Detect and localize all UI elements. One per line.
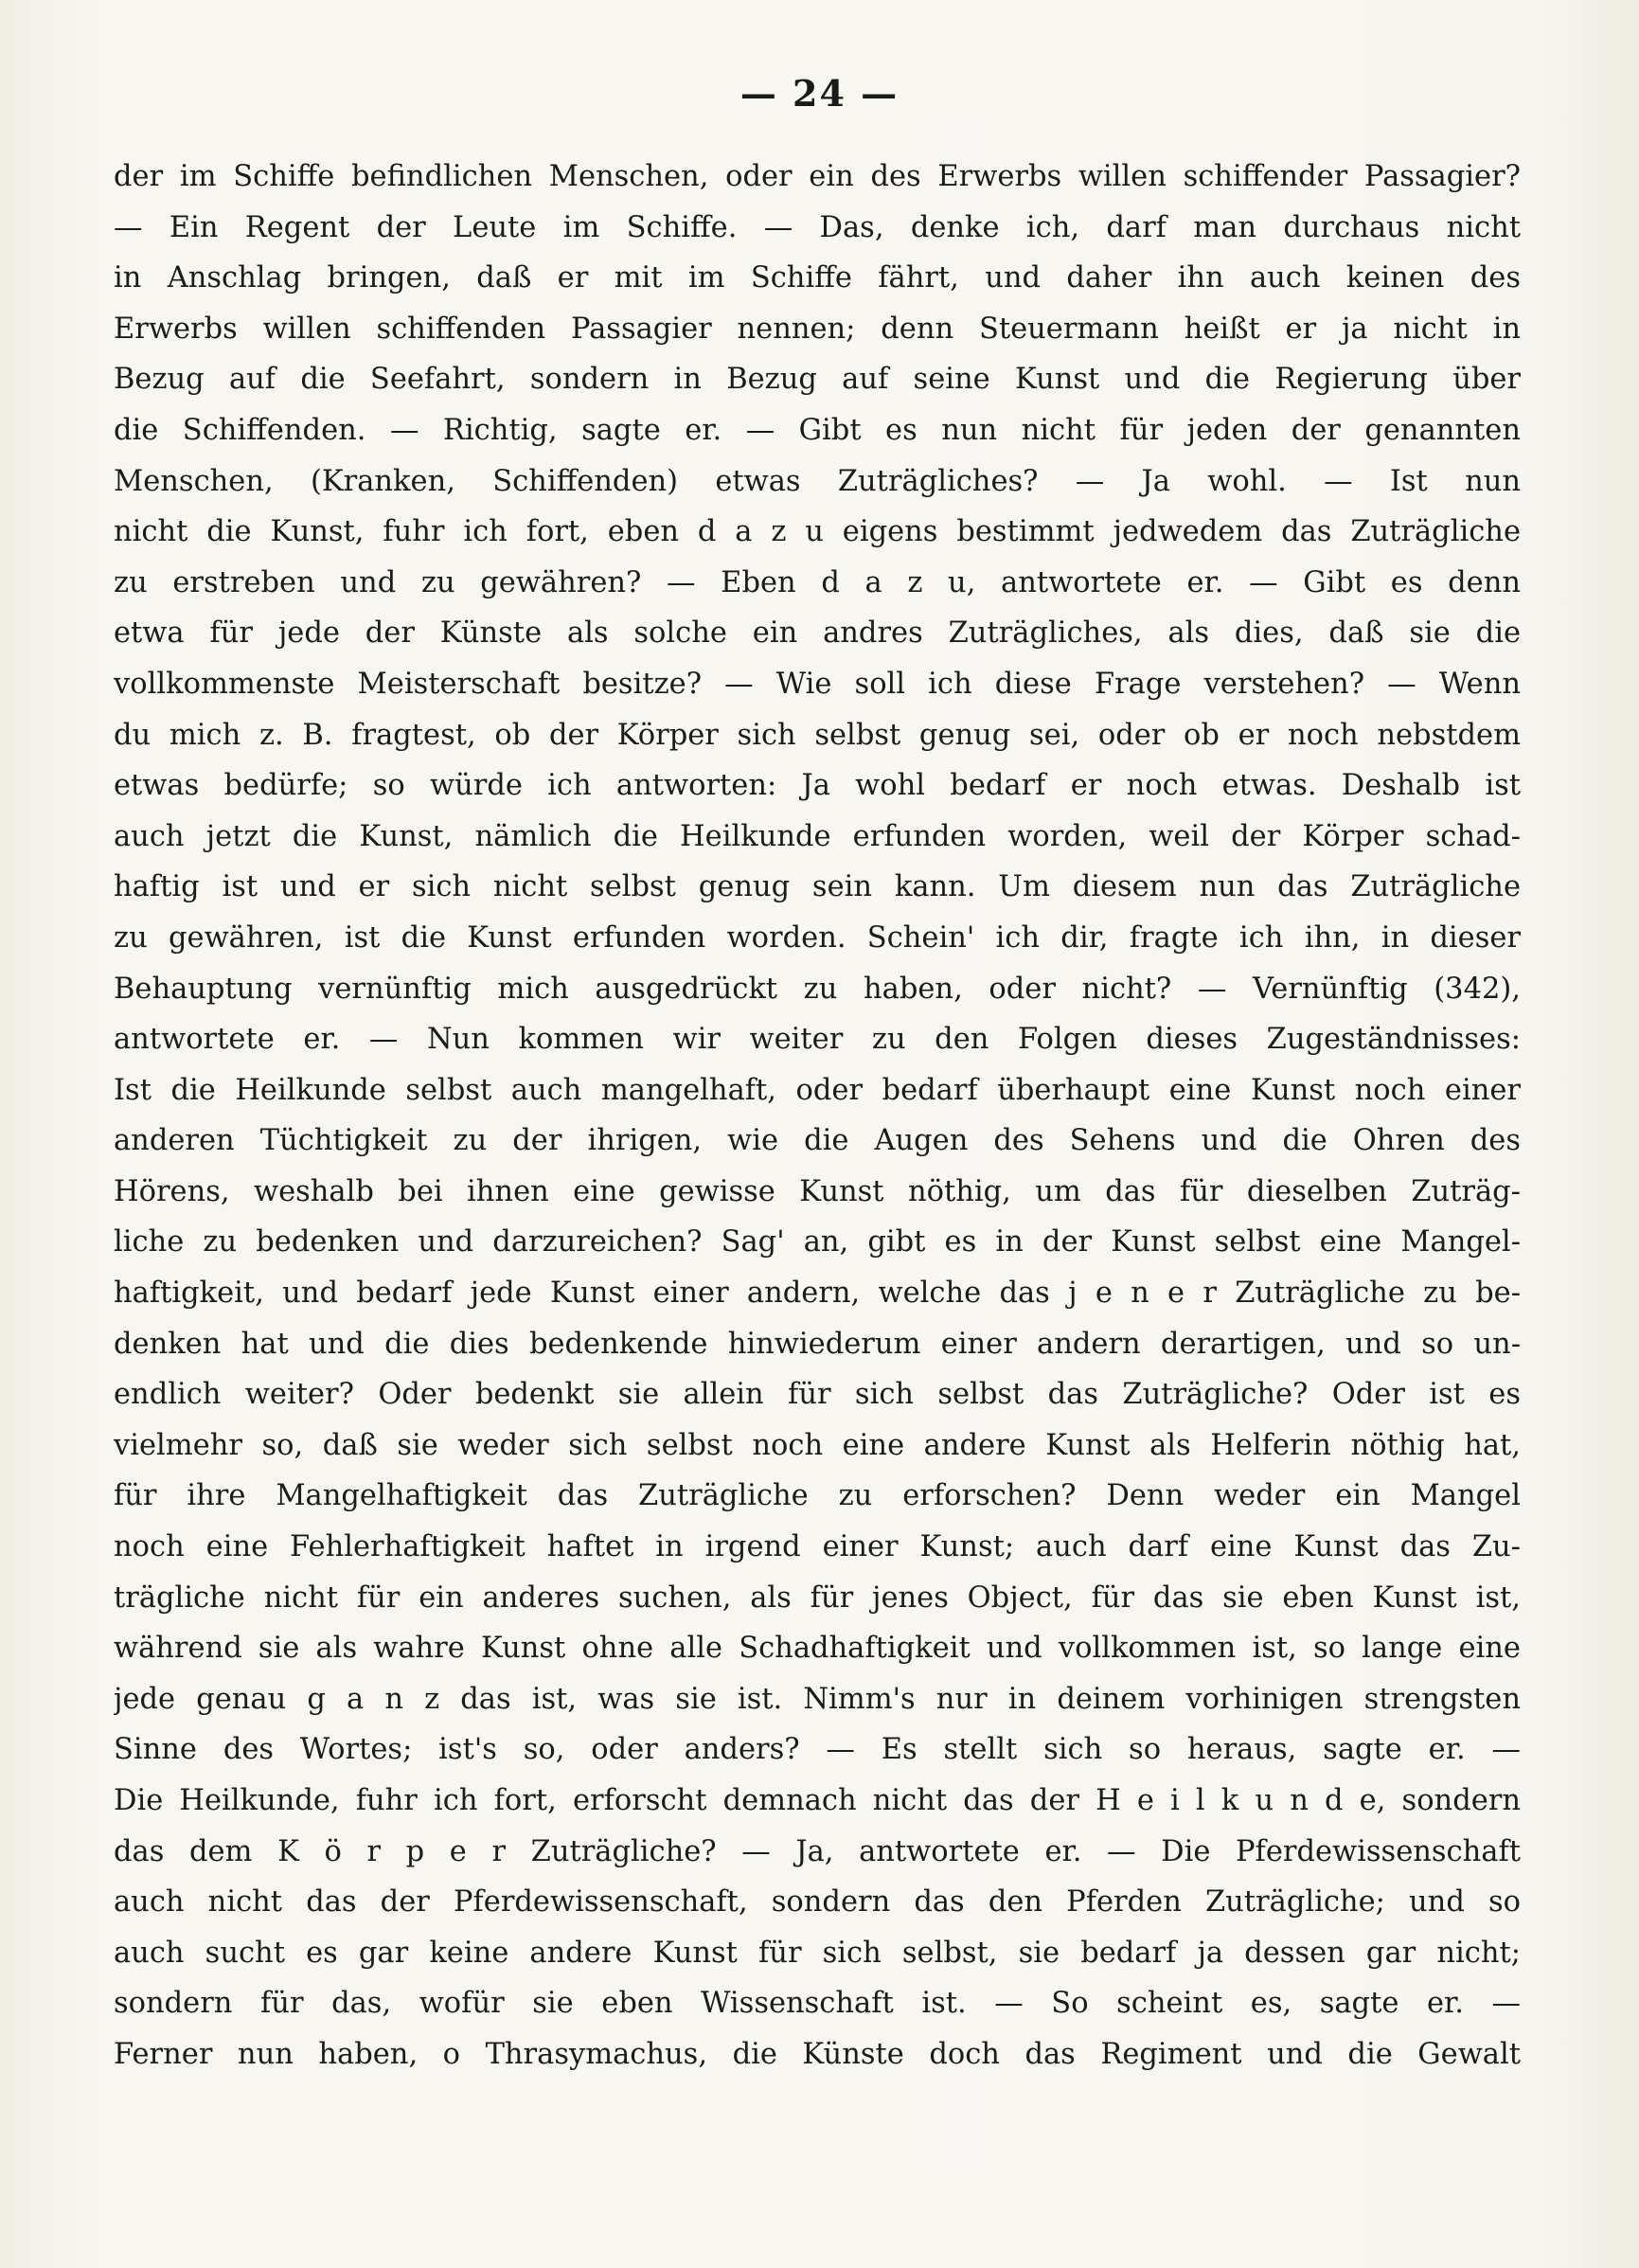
text-line: antwortete er. — Nun kommen wir weiter zu den Folgen dieses Zugeständnisses: <box>114 1023 1521 1057</box>
text-line: Behauptung vernünftig mich ausgedrückt zu haben, oder nicht? — Vernünftig (342), <box>114 972 1521 1006</box>
text-line: haftigkeit, und bedarf jede Kunst einer andern, welche das j e n e r Zuträgliche zu be- <box>114 1277 1521 1311</box>
text-line: anderen Tüchtigkeit zu der ihrigen, wie die Augen des Sehens und die Ohren des <box>114 1124 1521 1158</box>
text-line: zu gewähren, ist die Kunst erfunden worden. Schein' ich dir, fragte ich ihn, in dieser <box>114 920 1521 955</box>
body-text <box>114 152 1521 2080</box>
text-line: — Ein Regent der Leute im Schiffe. — Das, denke ich, darf man durchaus nicht <box>114 210 1521 244</box>
text-line: etwa für jede der Künste als solche ein andres Zuträgliches, als dies, daß sie die <box>114 616 1521 651</box>
text-line: trägliche nicht für ein anderes suchen, als für jenes Object, für das sie eben Kunst ist, <box>114 1580 1521 1615</box>
text-line: auch nicht das der Pferdewissenschaft, sondern das den Pferden Zuträgliche; und so <box>114 1885 1521 1920</box>
text-line: vielmehr so, daß sie weder sich selbst noch eine andere Kunst als Helferin nöthig hat, <box>114 1428 1521 1462</box>
text-line: Ist die Heilkunde selbst auch mangelhaft, oder bedarf überhaupt eine Kunst noch einer <box>114 1073 1521 1107</box>
page-number: — 24 — <box>739 72 900 115</box>
text-line: liche zu bedenken und darzureichen? Sag' an, gibt es in der Kunst selbst eine Mangel- <box>114 1225 1521 1259</box>
text-line: vollkommenste Meisterschaft besitze? — Wie soll ich diese Frage verstehen? — Wenn <box>114 667 1521 701</box>
text-line: das dem K ö r p e r Zuträgliche? — Ja, antwortete er. — Die Pferdewissenschaft <box>114 1834 1521 1868</box>
text-line: Bezug auf die Seefahrt, sondern in Bezug auf seine Kunst und die Regierung über <box>114 363 1521 397</box>
text-line: während sie als wahre Kunst ohne alle Schadhaftigkeit und vollkommen ist, so lange eine <box>114 1632 1521 1666</box>
text-line: jede genau g a n z das ist, was sie ist. Nimm's nur in deinem vorhinigen strengsten <box>114 1682 1521 1716</box>
text-line: Menschen, (Kranken, Schiffenden) etwas Zuträgliches? — Ja wohl. — Ist nun <box>114 464 1521 498</box>
text-line: die Schiffenden. — Richtig, sagte er. — Gibt es nun nicht für jeden der genannten <box>114 413 1521 447</box>
text-line: noch eine Fehlerhaftigkeit haftet in irgend einer Kunst; auch darf eine Kunst das Zu- <box>114 1530 1521 1564</box>
text-line: zu erstreben und zu gewähren? — Eben d a z u, antwortete er. — Gibt es denn <box>114 565 1521 599</box>
text-line: für ihre Mangelhaftigkeit das Zuträgliche zu erforschen? Denn weder ein Mangel <box>114 1479 1521 1513</box>
text-line: auch sucht es gar keine andere Kunst für sich selbst, sie bedarf ja dessen gar nicht; <box>114 1936 1521 1970</box>
text-line: Erwerbs willen schiffenden Passagier nennen; denn Steuermann heißt er ja nicht in <box>114 312 1521 346</box>
text-line: denken hat und die dies bedenkende hinwiederum einer andern derartigen, und so un- <box>114 1327 1521 1361</box>
text-line: Ferner nun haben, o Thrasymachus, die Künste doch das Regiment und die Gewalt <box>114 2037 1521 2071</box>
text-line: endlich weiter? Oder bedenkt sie allein für sich selbst das Zuträgliche? Oder ist es <box>114 1378 1521 1412</box>
text-line: sondern für das, wofür sie eben Wissenschaft ist. — So scheint es, sagte er. — <box>114 1987 1521 2021</box>
text-line: in Anschlag bringen, daß er mit im Schiffe fährt, und daher ihn auch keinen des <box>114 261 1521 295</box>
text-line: nicht die Kunst, fuhr ich fort, eben d a z u eigens bestimmt jedwedem das Zuträgliche <box>114 515 1521 549</box>
text-line: Hörens, weshalb bei ihnen eine gewisse Kunst nöthig, um das für dieselben Zuträg- <box>114 1174 1521 1208</box>
text-line: Sinne des Wortes; ist's so, oder anders? — Es stellt sich so heraus, sagte er. — <box>114 1733 1521 1767</box>
text-line: Die Heilkunde, fuhr ich fort, erforscht demnach nicht das der H e i l k u n d e, sondern <box>114 1784 1521 1817</box>
text-line: du mich z. B. fragtest, ob der Körper sich selbst genug sei, oder ob er noch nebstdem <box>114 718 1521 752</box>
text-line: haftig ist und er sich nicht selbst genug sein kann. Um diesem nun das Zuträgliche <box>114 870 1521 904</box>
text-line: der im Schiffe befindlichen Menschen, oder ein des Erwerbs willen schiffender Passagier? <box>114 160 1521 193</box>
text-line: auch jetzt die Kunst, nämlich die Heilkunde erfunden worden, weil der Körper schad- <box>114 819 1521 853</box>
text-line: etwas bedürfe; so würde ich antworten: Ja wohl bedarf er noch etwas. Deshalb ist <box>114 769 1521 803</box>
